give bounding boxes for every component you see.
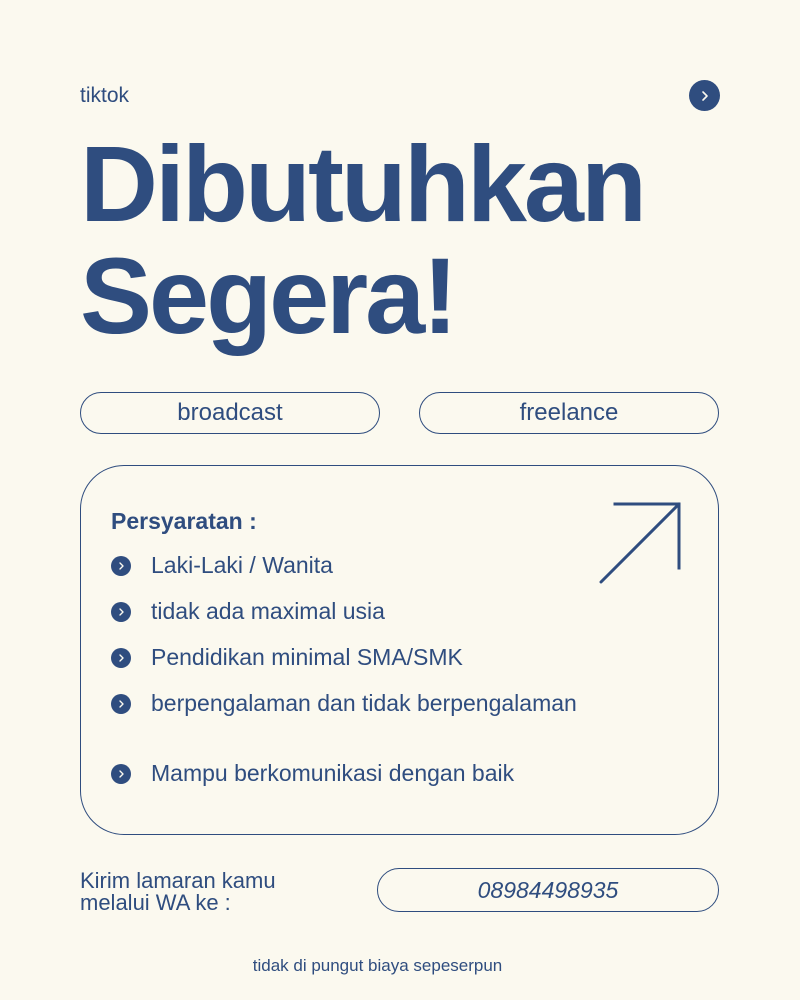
bullet-chevron-icon [111, 556, 131, 576]
chevron-right-icon [698, 89, 712, 103]
requirement-text: tidak ada maximal usia [151, 598, 385, 624]
requirement-text: Pendidikan minimal SMA/SMK [151, 644, 463, 670]
bullet-chevron-icon [111, 602, 131, 622]
arrow-up-right-icon [595, 500, 685, 590]
tag-freelance: freelance [419, 392, 719, 434]
contact-label [80, 870, 276, 914]
requirement-text: Mampu berkomunikasi dengan baik [151, 760, 515, 786]
requirements-card [80, 465, 719, 835]
brand-label: tiktok [80, 84, 130, 107]
requirements-title: Persyaratan : [111, 508, 257, 534]
requirement-item [111, 552, 333, 579]
next-button[interactable] [689, 80, 720, 111]
headline-line-2: Segera! [80, 235, 456, 356]
requirement-item [111, 598, 385, 625]
bullet-chevron-icon [111, 764, 131, 784]
bullet-chevron-icon [111, 694, 131, 714]
requirement-item [111, 760, 514, 787]
free-of-charge-note: tidak di pungut biaya sepeserpun [252, 956, 503, 975]
headline-line-1: Dibutuhkan [80, 123, 644, 244]
contact-label-line-1: Kirim lamaran kamu [80, 868, 276, 893]
page-title [80, 123, 644, 356]
whatsapp-number[interactable]: 08984498935 [377, 868, 719, 912]
requirement-text: Laki-Laki / Wanita [151, 552, 333, 578]
contact-label-line-2: melalui WA ke : [80, 890, 231, 915]
requirement-item [111, 690, 577, 717]
tag-broadcast: broadcast [80, 392, 380, 434]
requirement-item [111, 644, 463, 671]
requirement-text: berpengalaman dan tidak berpengalaman [151, 690, 577, 716]
bullet-chevron-icon [111, 648, 131, 668]
